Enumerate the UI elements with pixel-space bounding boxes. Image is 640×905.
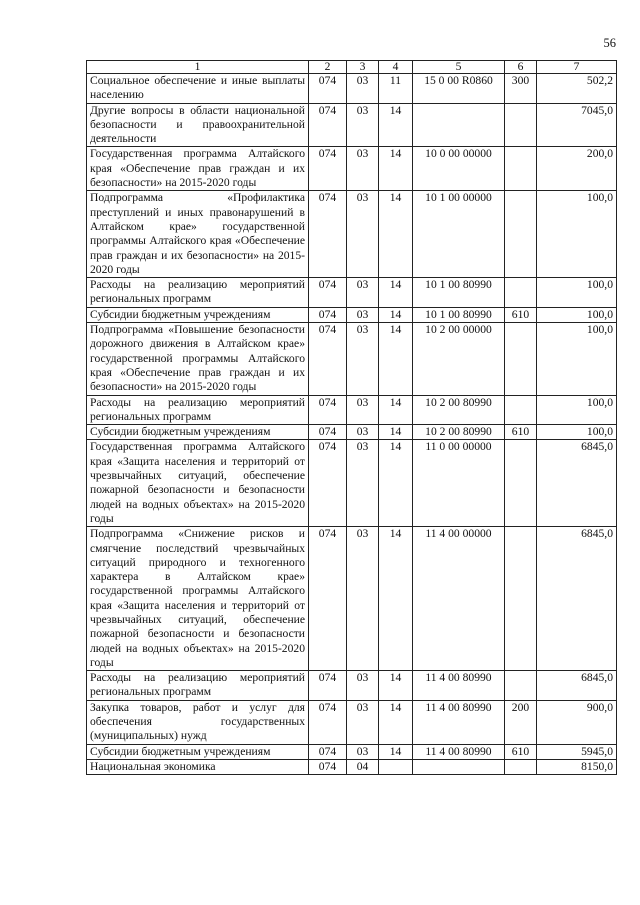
amount-cell: 502,2 <box>537 74 617 104</box>
header-row <box>87 61 617 74</box>
expense-type-cell: 200 <box>505 700 537 744</box>
expense-name-cell: Закупка товаров, работ и услуг для обеспечения государственных (муниципальных) нужд <box>87 700 309 744</box>
expense-name-cell: Расходы на реализацию мероприятий региональных программ <box>87 671 309 701</box>
column-header: 6 <box>505 61 537 74</box>
subsection-code-cell: 14 <box>379 147 413 191</box>
subsection-code-cell: 14 <box>379 671 413 701</box>
amount-cell: 100,0 <box>537 425 617 440</box>
amount-cell: 900,0 <box>537 700 617 744</box>
amount-cell: 100,0 <box>537 395 617 425</box>
table-row <box>87 671 617 701</box>
section-code-cell: 03 <box>347 307 379 322</box>
section-code-cell: 03 <box>347 744 379 759</box>
table-row <box>87 744 617 759</box>
subsection-code-cell: 14 <box>379 744 413 759</box>
amount-cell: 7045,0 <box>537 103 617 147</box>
ministry-code-cell: 074 <box>309 759 347 774</box>
expense-type-cell <box>505 103 537 147</box>
expense-type-cell: 300 <box>505 74 537 104</box>
target-article-cell: 10 2 00 00000 <box>413 323 505 395</box>
amount-cell: 8150,0 <box>537 759 617 774</box>
ministry-code-cell: 074 <box>309 307 347 322</box>
table-row <box>87 425 617 440</box>
target-article-cell: 10 1 00 00000 <box>413 191 505 278</box>
ministry-code-cell: 074 <box>309 323 347 395</box>
table-row <box>87 440 617 527</box>
column-header: 5 <box>413 61 505 74</box>
expense-name-cell: Субсидии бюджетным учреждениям <box>87 425 309 440</box>
section-code-cell: 03 <box>347 671 379 701</box>
expense-type-cell <box>505 278 537 308</box>
expense-name-cell: Государственная программа Алтайского края «Обеспечение прав граждан и их безопасности» на 2015-2020 годы <box>87 147 309 191</box>
ministry-code-cell: 074 <box>309 527 347 671</box>
amount-cell: 100,0 <box>537 278 617 308</box>
table-row <box>87 74 617 104</box>
subsection-code-cell: 14 <box>379 191 413 278</box>
subsection-code-cell: 11 <box>379 74 413 104</box>
expense-type-cell: 610 <box>505 307 537 322</box>
target-article-cell: 10 1 00 80990 <box>413 307 505 322</box>
expense-type-cell <box>505 147 537 191</box>
page-number: 56 <box>603 36 616 50</box>
ministry-code-cell: 074 <box>309 700 347 744</box>
target-article-cell: 11 4 00 00000 <box>413 527 505 671</box>
target-article-cell: 11 4 00 80990 <box>413 671 505 701</box>
table-row <box>87 103 617 147</box>
subsection-code-cell: 14 <box>379 425 413 440</box>
target-article-cell <box>413 103 505 147</box>
expense-name-cell: Подпрограмма «Профилактика преступлений и иных правонарушений в Алтайском крае» государственной программы Алтайского края «Обеспечение прав граждан и их безопасности» на 2015-2020 годы <box>87 191 309 278</box>
section-code-cell: 03 <box>347 74 379 104</box>
amount-cell: 6845,0 <box>537 671 617 701</box>
amount-cell: 6845,0 <box>537 440 617 527</box>
table-row <box>87 147 617 191</box>
expense-name-cell: Другие вопросы в области национальной безопасности и правоохранительной деятельности <box>87 103 309 147</box>
amount-cell: 5945,0 <box>537 744 617 759</box>
ministry-code-cell: 074 <box>309 671 347 701</box>
expense-type-cell <box>505 671 537 701</box>
section-code-cell: 03 <box>347 527 379 671</box>
expense-name-cell: Государственная программа Алтайского края «Защита населения и территорий от чрезвычайных ситуаций, обеспечение пожарной безопасности и безопасности людей на водных объектах» на 2015-2020 годы <box>87 440 309 527</box>
target-article-cell: 10 1 00 80990 <box>413 278 505 308</box>
expense-type-cell <box>505 323 537 395</box>
target-article-cell: 10 0 00 00000 <box>413 147 505 191</box>
subsection-code-cell: 14 <box>379 278 413 308</box>
expense-type-cell <box>505 191 537 278</box>
column-header: 2 <box>309 61 347 74</box>
column-header: 3 <box>347 61 379 74</box>
budget-table <box>86 60 617 775</box>
column-header: 4 <box>379 61 413 74</box>
expense-name-cell: Субсидии бюджетным учреждениям <box>87 307 309 322</box>
section-code-cell: 03 <box>347 440 379 527</box>
target-article-cell: 10 2 00 80990 <box>413 425 505 440</box>
expense-type-cell <box>505 759 537 774</box>
table-row <box>87 278 617 308</box>
table-row <box>87 191 617 278</box>
amount-cell: 100,0 <box>537 307 617 322</box>
expense-name-cell: Подпрограмма «Снижение рисков и смягчение последствий чрезвычайных ситуаций природного и техногенного характера в Алтайском крае» государственной программы Алтайского края «Защита населения и территорий от чрезвычайных ситуаций, обеспечение пожарной безопасности и безопасности людей на водных объектах» на 2015-2020 годы <box>87 527 309 671</box>
expense-name-cell: Расходы на реализацию мероприятий региональных программ <box>87 278 309 308</box>
section-code-cell: 03 <box>347 395 379 425</box>
expense-type-cell: 610 <box>505 744 537 759</box>
ministry-code-cell: 074 <box>309 191 347 278</box>
section-code-cell: 03 <box>347 700 379 744</box>
ministry-code-cell: 074 <box>309 440 347 527</box>
section-code-cell: 03 <box>347 278 379 308</box>
target-article-cell: 11 4 00 80990 <box>413 700 505 744</box>
ministry-code-cell: 074 <box>309 74 347 104</box>
section-code-cell: 04 <box>347 759 379 774</box>
expense-name-cell: Подпрограмма «Повышение безопасности дорожного движения в Алтайском крае» государственной программы Алтайского края «Обеспечение прав граждан и их безопасности» на 2015-2020 годы <box>87 323 309 395</box>
expense-type-cell <box>505 440 537 527</box>
section-code-cell: 03 <box>347 323 379 395</box>
subsection-code-cell: 14 <box>379 440 413 527</box>
target-article-cell: 11 0 00 00000 <box>413 440 505 527</box>
expense-type-cell <box>505 527 537 671</box>
column-header: 7 <box>537 61 617 74</box>
subsection-code-cell: 14 <box>379 395 413 425</box>
expense-name-cell: Национальная экономика <box>87 759 309 774</box>
table-row <box>87 307 617 322</box>
amount-cell: 100,0 <box>537 323 617 395</box>
amount-cell: 6845,0 <box>537 527 617 671</box>
ministry-code-cell: 074 <box>309 395 347 425</box>
expense-name-cell: Субсидии бюджетным учреждениям <box>87 744 309 759</box>
amount-cell: 100,0 <box>537 191 617 278</box>
target-article-cell: 15 0 00 R0860 <box>413 74 505 104</box>
table-row <box>87 759 617 774</box>
ministry-code-cell: 074 <box>309 278 347 308</box>
expense-name-cell: Социальное обеспечение и иные выплаты населению <box>87 74 309 104</box>
expense-name-cell: Расходы на реализацию мероприятий региональных программ <box>87 395 309 425</box>
ministry-code-cell: 074 <box>309 147 347 191</box>
subsection-code-cell: 14 <box>379 527 413 671</box>
expense-type-cell: 610 <box>505 425 537 440</box>
section-code-cell: 03 <box>347 191 379 278</box>
table-row <box>87 323 617 395</box>
amount-cell: 200,0 <box>537 147 617 191</box>
ministry-code-cell: 074 <box>309 744 347 759</box>
expense-type-cell <box>505 395 537 425</box>
table-row <box>87 527 617 671</box>
subsection-code-cell: 14 <box>379 307 413 322</box>
ministry-code-cell: 074 <box>309 103 347 147</box>
subsection-code-cell: 14 <box>379 700 413 744</box>
subsection-code-cell: 14 <box>379 103 413 147</box>
column-header: 1 <box>87 61 309 74</box>
ministry-code-cell: 074 <box>309 425 347 440</box>
target-article-cell <box>413 759 505 774</box>
target-article-cell: 10 2 00 80990 <box>413 395 505 425</box>
subsection-code-cell: 14 <box>379 323 413 395</box>
target-article-cell: 11 4 00 80990 <box>413 744 505 759</box>
table-row <box>87 700 617 744</box>
table-row <box>87 395 617 425</box>
subsection-code-cell <box>379 759 413 774</box>
section-code-cell: 03 <box>347 147 379 191</box>
section-code-cell: 03 <box>347 103 379 147</box>
section-code-cell: 03 <box>347 425 379 440</box>
